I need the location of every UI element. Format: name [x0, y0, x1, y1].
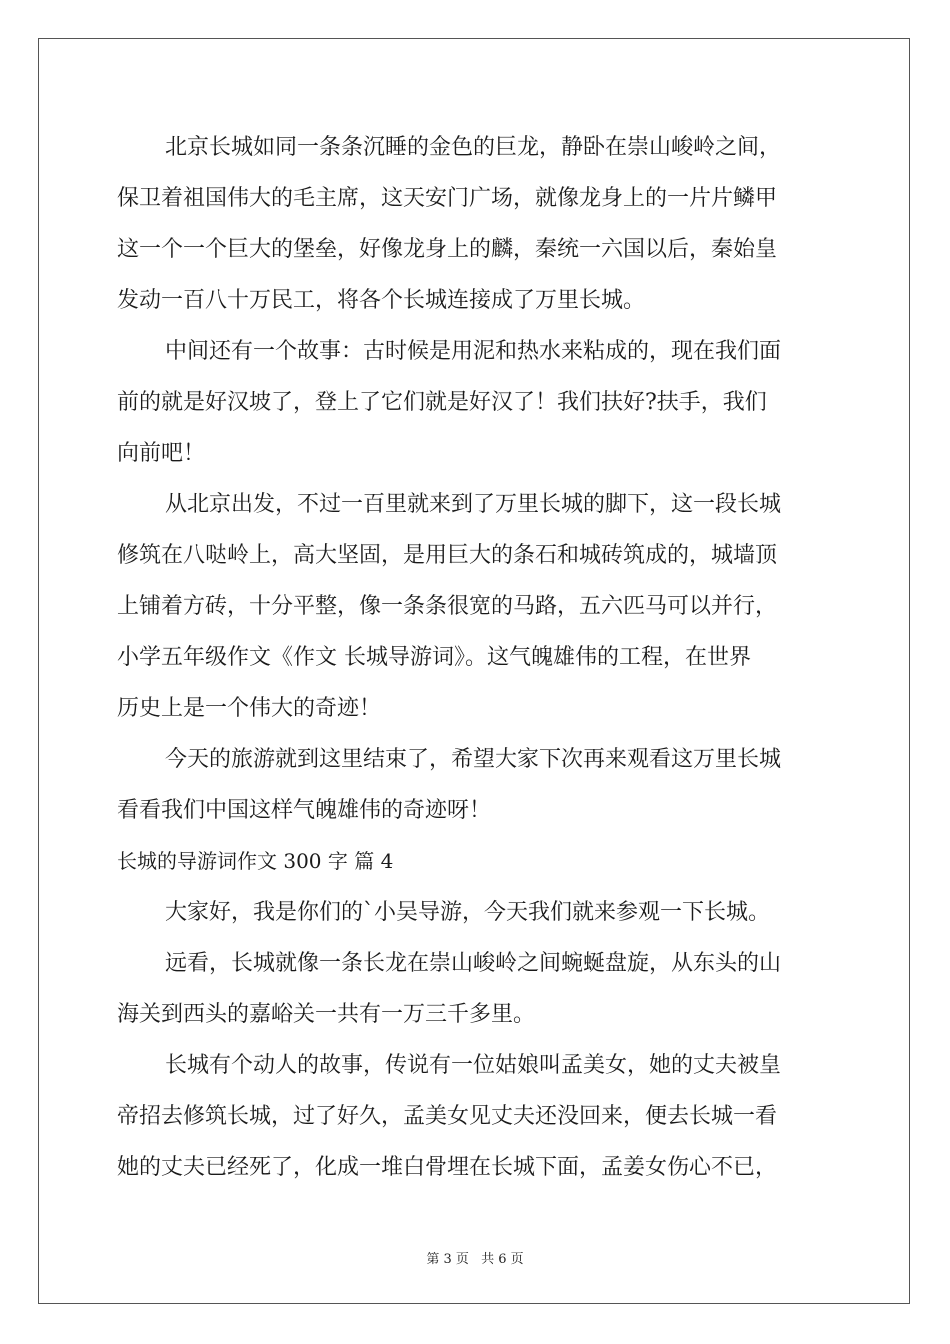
page-footer: [0, 1248, 950, 1267]
text-line: 北京长城如同一条条沉睡的金色的巨龙，静卧在崇山峻岭之间，: [165, 135, 782, 160]
page-number-current: 第 3 页: [426, 1252, 469, 1267]
page-number-total: 共 6 页: [481, 1252, 524, 1267]
text-line: 长城有个动人的故事，传说有一位姑娘叫孟美女，她的丈夫被皇: [165, 1053, 782, 1078]
text-line: 小学五年级作文《作文 长城导游词》。这气魄雄伟的工程，在世界: [117, 645, 751, 670]
text-line: 上铺着方砖，十分平整，像一条条很宽的马路，五六匹马可以并行，: [117, 594, 778, 619]
text-line: 帝招去修筑长城，过了好久，孟美女见丈夫还没回来，便去长城一看: [117, 1104, 778, 1129]
text-line: 这一个一个巨大的堡垒，好像龙身上的麟，秦统一六国以后，秦始皇: [117, 237, 778, 262]
text-line: 前的就是好汉坡了，登上了它们就是好汉了！我们扶好?扶手，我们: [117, 390, 767, 415]
text-line: 远看，长城就像一条长龙在崇山峻岭之间蜿蜒盘旋，从东头的山: [165, 951, 782, 976]
text-line: 修筑在八哒岭上，高大坚固，是用巨大的条石和城砖筑成的，城墙顶: [117, 543, 778, 568]
text-line: 从北京出发，不过一百里就来到了万里长城的脚下，这一段长城: [165, 492, 782, 517]
text-line: 历史上是一个伟大的奇迹！: [117, 696, 382, 721]
text-line: 海关到西头的嘉峪关一共有一万三千多里。: [117, 1002, 536, 1027]
text-line: 中间还有一个故事：古时候是用泥和热水来粘成的，现在我们面: [165, 339, 782, 364]
text-line: 看看我们中国这样气魄雄伟的奇迹呀！: [117, 798, 492, 823]
text-line: 大家好，我是你们的`小吴导游，今天我们就来参观一下长城。: [165, 900, 771, 925]
section-heading: 长城的导游词作文 300 字 篇 4: [117, 849, 394, 873]
text-line: 发动一百八十万民工，将各个长城连接成了万里长城。: [117, 288, 646, 313]
document-body: [117, 122, 833, 1193]
text-line: 她的丈夫已经死了，化成一堆白骨埋在长城下面，孟姜女伤心不已，: [117, 1155, 778, 1180]
text-line: 今天的旅游就到这里结束了，希望大家下次再来观看这万里长城: [165, 747, 782, 772]
text-line: 保卫着祖国伟大的毛主席，这天安门广场，就像龙身上的一片片鳞甲: [117, 186, 778, 211]
text-line: 向前吧！: [117, 441, 206, 466]
